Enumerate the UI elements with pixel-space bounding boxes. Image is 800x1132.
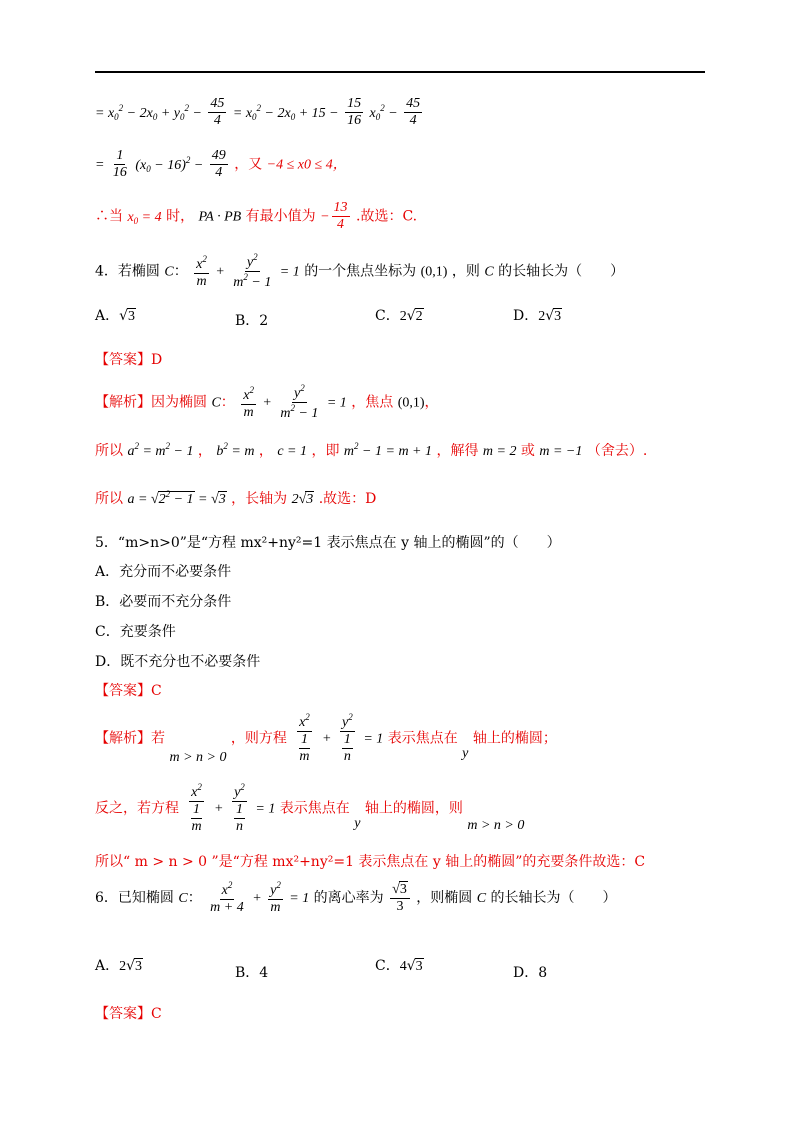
solution-line-1: = $x_0^2 - 2x_0 + y_0^2$ − $\frac{45}{4}$ = $x_0^2 - 2x_0 + 15$ − $\frac{15}{16}$ $x_0^2$ − $\frac{45}{4}$ — [95, 96, 421, 129]
solution-line-3: ∴当 $x_0 = 4$ 时， PA · PB 有最小值为 − $\frac{13}{4}$ .故选：C. — [95, 200, 418, 233]
q6-option-b[interactable]: B．4 — [235, 965, 269, 981]
q6-option-d[interactable]: D．8 — [513, 965, 548, 981]
q5-analysis-1: 【解析】若 m > n > 0 ，则方程 $\frac{x^2}{\frac{1}{m}}$ + $\frac{y^2}{\frac{1}{n}}$ = 1 表示焦点在 y 轴上的椭圆； — [95, 712, 557, 765]
q4-analysis-2: 所以 $a^2 = m^2 - 1$ ， $b^2 = m$ ， c = 1 ，即 $m^2 - 1 = m + 1$ ，解得 m = 2 或 m = −1 （舍去）. — [95, 441, 648, 459]
q5-option-c[interactable]: C．充要条件 — [95, 624, 176, 640]
q6-option-c[interactable]: C．4√3 — [375, 958, 423, 974]
q5-analysis-2: 反之，若方程 $\frac{x^2}{\frac{1}{m}}$ + $\frac{y^2}{\frac{1}{n}}$ = 1 表示焦点在 y 轴上的椭圆，则 m > n > 0 — [95, 782, 525, 835]
q4-analysis-3: 所以 $a = √2^2 - 1 = √3$ ，长轴为 2√3 .故选：D — [95, 489, 377, 507]
q4-stem: 4．若椭圆 C： $\frac{x^2}{m}$ + $\frac{y^2}{m^2 - 1}$ = 1 的一个焦点坐标为 (0,1) ，则 C 的长轴长为（ ） — [95, 252, 625, 291]
q4-option-b[interactable]: B．2 — [235, 313, 269, 329]
q4-option-d[interactable]: D．2√3 — [513, 308, 562, 324]
q5-answer: 【答案】C — [95, 683, 162, 699]
q5-stem: 5．“m>n>0”是“方程 mx²+ny²=1 表示焦点在 y 轴上的椭圆”的（ ） — [95, 535, 561, 551]
q5-option-a[interactable]: A．充分而不必要条件 — [95, 564, 232, 580]
q4-option-c[interactable]: C．2√2 — [375, 308, 423, 324]
solution-line-2: = $\frac{1}{16}$ $(x_0 - 16)^2$ − $\frac{49}{4}$ ，又 −4 ≤ x0 ≤ 4， — [95, 148, 347, 181]
q4-analysis-1: 【解析】因为椭圆 C： $\frac{x^2}{m}$ + $\frac{y^2}{m^2 - 1}$ = 1 ，焦点 (0,1)， — [95, 383, 439, 422]
q4-option-a[interactable]: A．√3 — [95, 308, 136, 324]
q4-answer: 【答案】D — [95, 352, 163, 368]
q5-conclusion: 所以“ m > n > 0 ”是“方程 mx²+ny²=1 表示焦点在 y 轴上的椭圆”的充要条件故选：C — [95, 854, 646, 870]
q5-option-b[interactable]: B．必要而不充分条件 — [95, 594, 232, 610]
q6-answer: 【答案】C — [95, 1006, 162, 1022]
q5-option-d[interactable]: D．既不充分也不必要条件 — [95, 654, 261, 670]
q6-stem: 6．已知椭圆 C： $\frac{x^2}{m + 4}$ + $\frac{y^2}{m}$ = 1 的离心率为 $\frac{√3}{3}$ ，则椭圆 C 的长轴长为（ ） — [95, 880, 617, 916]
q6-option-a[interactable]: A．2√3 — [95, 958, 143, 974]
header-rule — [95, 71, 705, 73]
